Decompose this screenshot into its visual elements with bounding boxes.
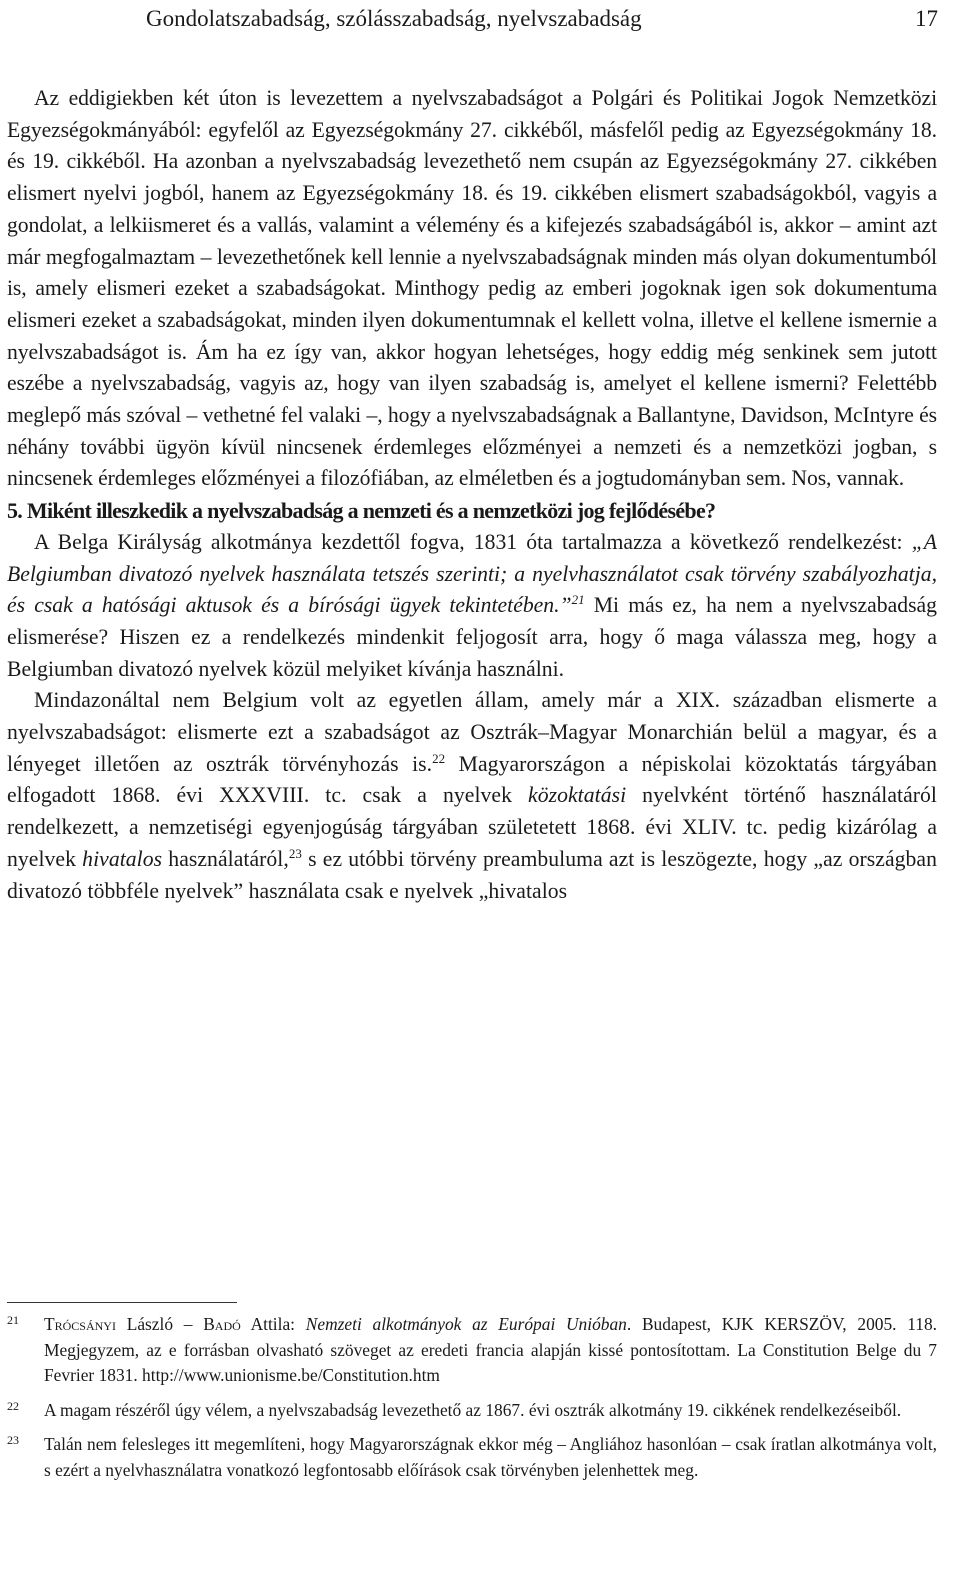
section-heading: 5. Miként illeszkedik a nyelvszabadság a nemzeti és a nemzetközi jog fejlődésébe?: [7, 498, 716, 524]
running-title: Gondolatszabadság, szólásszabadság, nyelvszabadság: [146, 6, 642, 31]
footnote: [7, 1398, 937, 1424]
book-title: Nemzeti alkotmányok az Európai Unióban: [305, 1314, 627, 1334]
footnote-ref[interactable]: [572, 592, 585, 607]
footnote-number: 22: [7, 1398, 19, 1413]
footnote-text: László –: [115, 1314, 204, 1334]
paragraph-text: s ez utóbbi törvény preambuluma azt is leszögezte, hogy „az országban divatozó többféle nyelvek” használata csak e nyelvek „hivatalos: [7, 846, 937, 903]
paragraph: [7, 685, 937, 907]
paragraph-text: Magyarországon a népiskolai közoktatás tárgyában elfogadott 1868. évi XXXVIII. tc. csak a nyelvek: [7, 751, 937, 808]
paragraph: [7, 527, 937, 686]
footnote-number: 21: [7, 1313, 19, 1327]
footnotes: [7, 1302, 937, 1492]
constitution-quote: „A Belgiumban divatozó nyelvek használata tetszés szerinti; a nyelvhasználatot csak törvény szabályozhatja, és csak a hatósági aktusok és a bírósági ügyek tekintetében.”: [7, 529, 937, 618]
footnote-ref-number: 21: [571, 592, 585, 608]
paragraph-text: nyelvként történő használatáról rendelkezett, a nemzetiségi egyenjogúság tárgyában születetett 1868. évi XLIV. tc. pedig kizárólag a nyelvek: [7, 783, 938, 871]
emphasis: hivatalos: [82, 846, 163, 871]
running-header: [146, 4, 938, 34]
footnote-text: Talán nem felesleges itt megemlíteni, hogy Magyarországnak ekkor még – Angliához hasonlóan – csak íratlan alkotmánya volt, s ezért a nyelvhasználatra vonatkozó legfontosabb előírások csak törvényben jelenhettek meg.: [44, 1434, 937, 1480]
footnote: [7, 1312, 937, 1389]
footnote-text: Attila:: [240, 1314, 306, 1334]
footnote-ref[interactable]: 22: [432, 750, 446, 766]
footnote-number: 23: [7, 1433, 19, 1447]
footnote-text: . Budapest, KJK KERSZÖV, 2005. 118. Megjegyzem, az e forrásban olvasható szöveget az eredeti francia alapján kissé pontosítottam. La Constitution Belge du 7 Fevrier 1831. http://www.unionisme.be/Constitution.htm: [44, 1314, 938, 1385]
author-name: Trócsányi: [44, 1314, 116, 1334]
paragraph-text: A Belga Királyság alkotmánya kezdettől fogva, 1831 óta tartalmazza a következő rendelkezést:: [34, 529, 912, 554]
footnote-ref[interactable]: 23: [288, 845, 302, 861]
paragraph: Az eddigiekben két úton is levezettem a nyelvszabadságot a Polgári és Politikai Jogok Nemzetközi Egyezségokmányából: egyfelől az Egyezségokmány 27. cikkéből, másfelől pedig az Egyezségokmány 18. és 19. cikkéből. Ha azonban a nyelvszabadság levezethető nem csupán az Egyezségokmány 27. cikkében elismert nyelvi jogból, hanem az Egyezségokmány 18. és 19. cikkében elismert szabadságokból, vagyis a gondolat, a lelkiismeret és a vallás, valamint a vélemény és a kifejezés szabadságából is, akkor – amint azt már megfogalmaztam – levezethetőnek kell lennie a nyelvszabadságnak minden más olyan dokumentumból is, amely elismeri ezeket a szabadságokat. Minthogy pedig az emberi jogoknak igen sok dokumentuma elismeri ezeket a szabadságokat, minden ilyen dokumentumnak el kellett volna, illetve el kellene ismernie a nyelvszabadságot is. Ám ha ez így van, akkor hogyan lehetséges, hogy eddig még senkinek sem jutott eszébe a nyelvszabadság, vagyis az, hogy van ilyen szabadság is, amelyet el kellene ismerni? Felettébb meglepő más szóval – vethetné fel valaki –, hogy a nyelvszabadságnak a Ballantyne, Davidson, McIntyre és néhány további ügyön kívül nincsenek érdemleges előzményei a nemzeti és a nemzetközi jogban, s nincsenek érdemleges előzményei a filozófiában, az elméletben és a jogtudományban sem. Nos, vannak.: [7, 86, 937, 491]
author-name: Badó: [203, 1314, 241, 1334]
paragraph-text: Mindazonáltal nem Belgium volt az egyetlen állam, amely már a XIX. században elismerte a nyelvszabadságot: elismerte ezt a szabadságot az Osztrák–Magyar Monarchián belül a magyar, és a lényeget illetően az osztrák törvényhozás is.: [7, 688, 937, 776]
footnote-text: A magam részéről úgy vélem, a nyelvszabadság levezethető az 1867. évi osztrák alkotmány 19. cikkének rendelkezéseiből.: [44, 1399, 902, 1420]
footnote-divider: [7, 1302, 237, 1303]
paragraph-text: Mi más ez, ha nem a nyelvszabadság elismerése? Hiszen ez a rendelkezés mindenkit feljogosít arra, hogy ő maga válassza meg, hogy a Belgiumban divatozó nyelvek közül melyiket kívánja használni.: [7, 593, 937, 681]
main-text: [7, 83, 937, 907]
footnote: [7, 1432, 937, 1483]
emphasis: közoktatási: [528, 783, 627, 808]
paragraph-text: használatáról,: [162, 846, 289, 871]
page-number: 17: [915, 6, 938, 31]
